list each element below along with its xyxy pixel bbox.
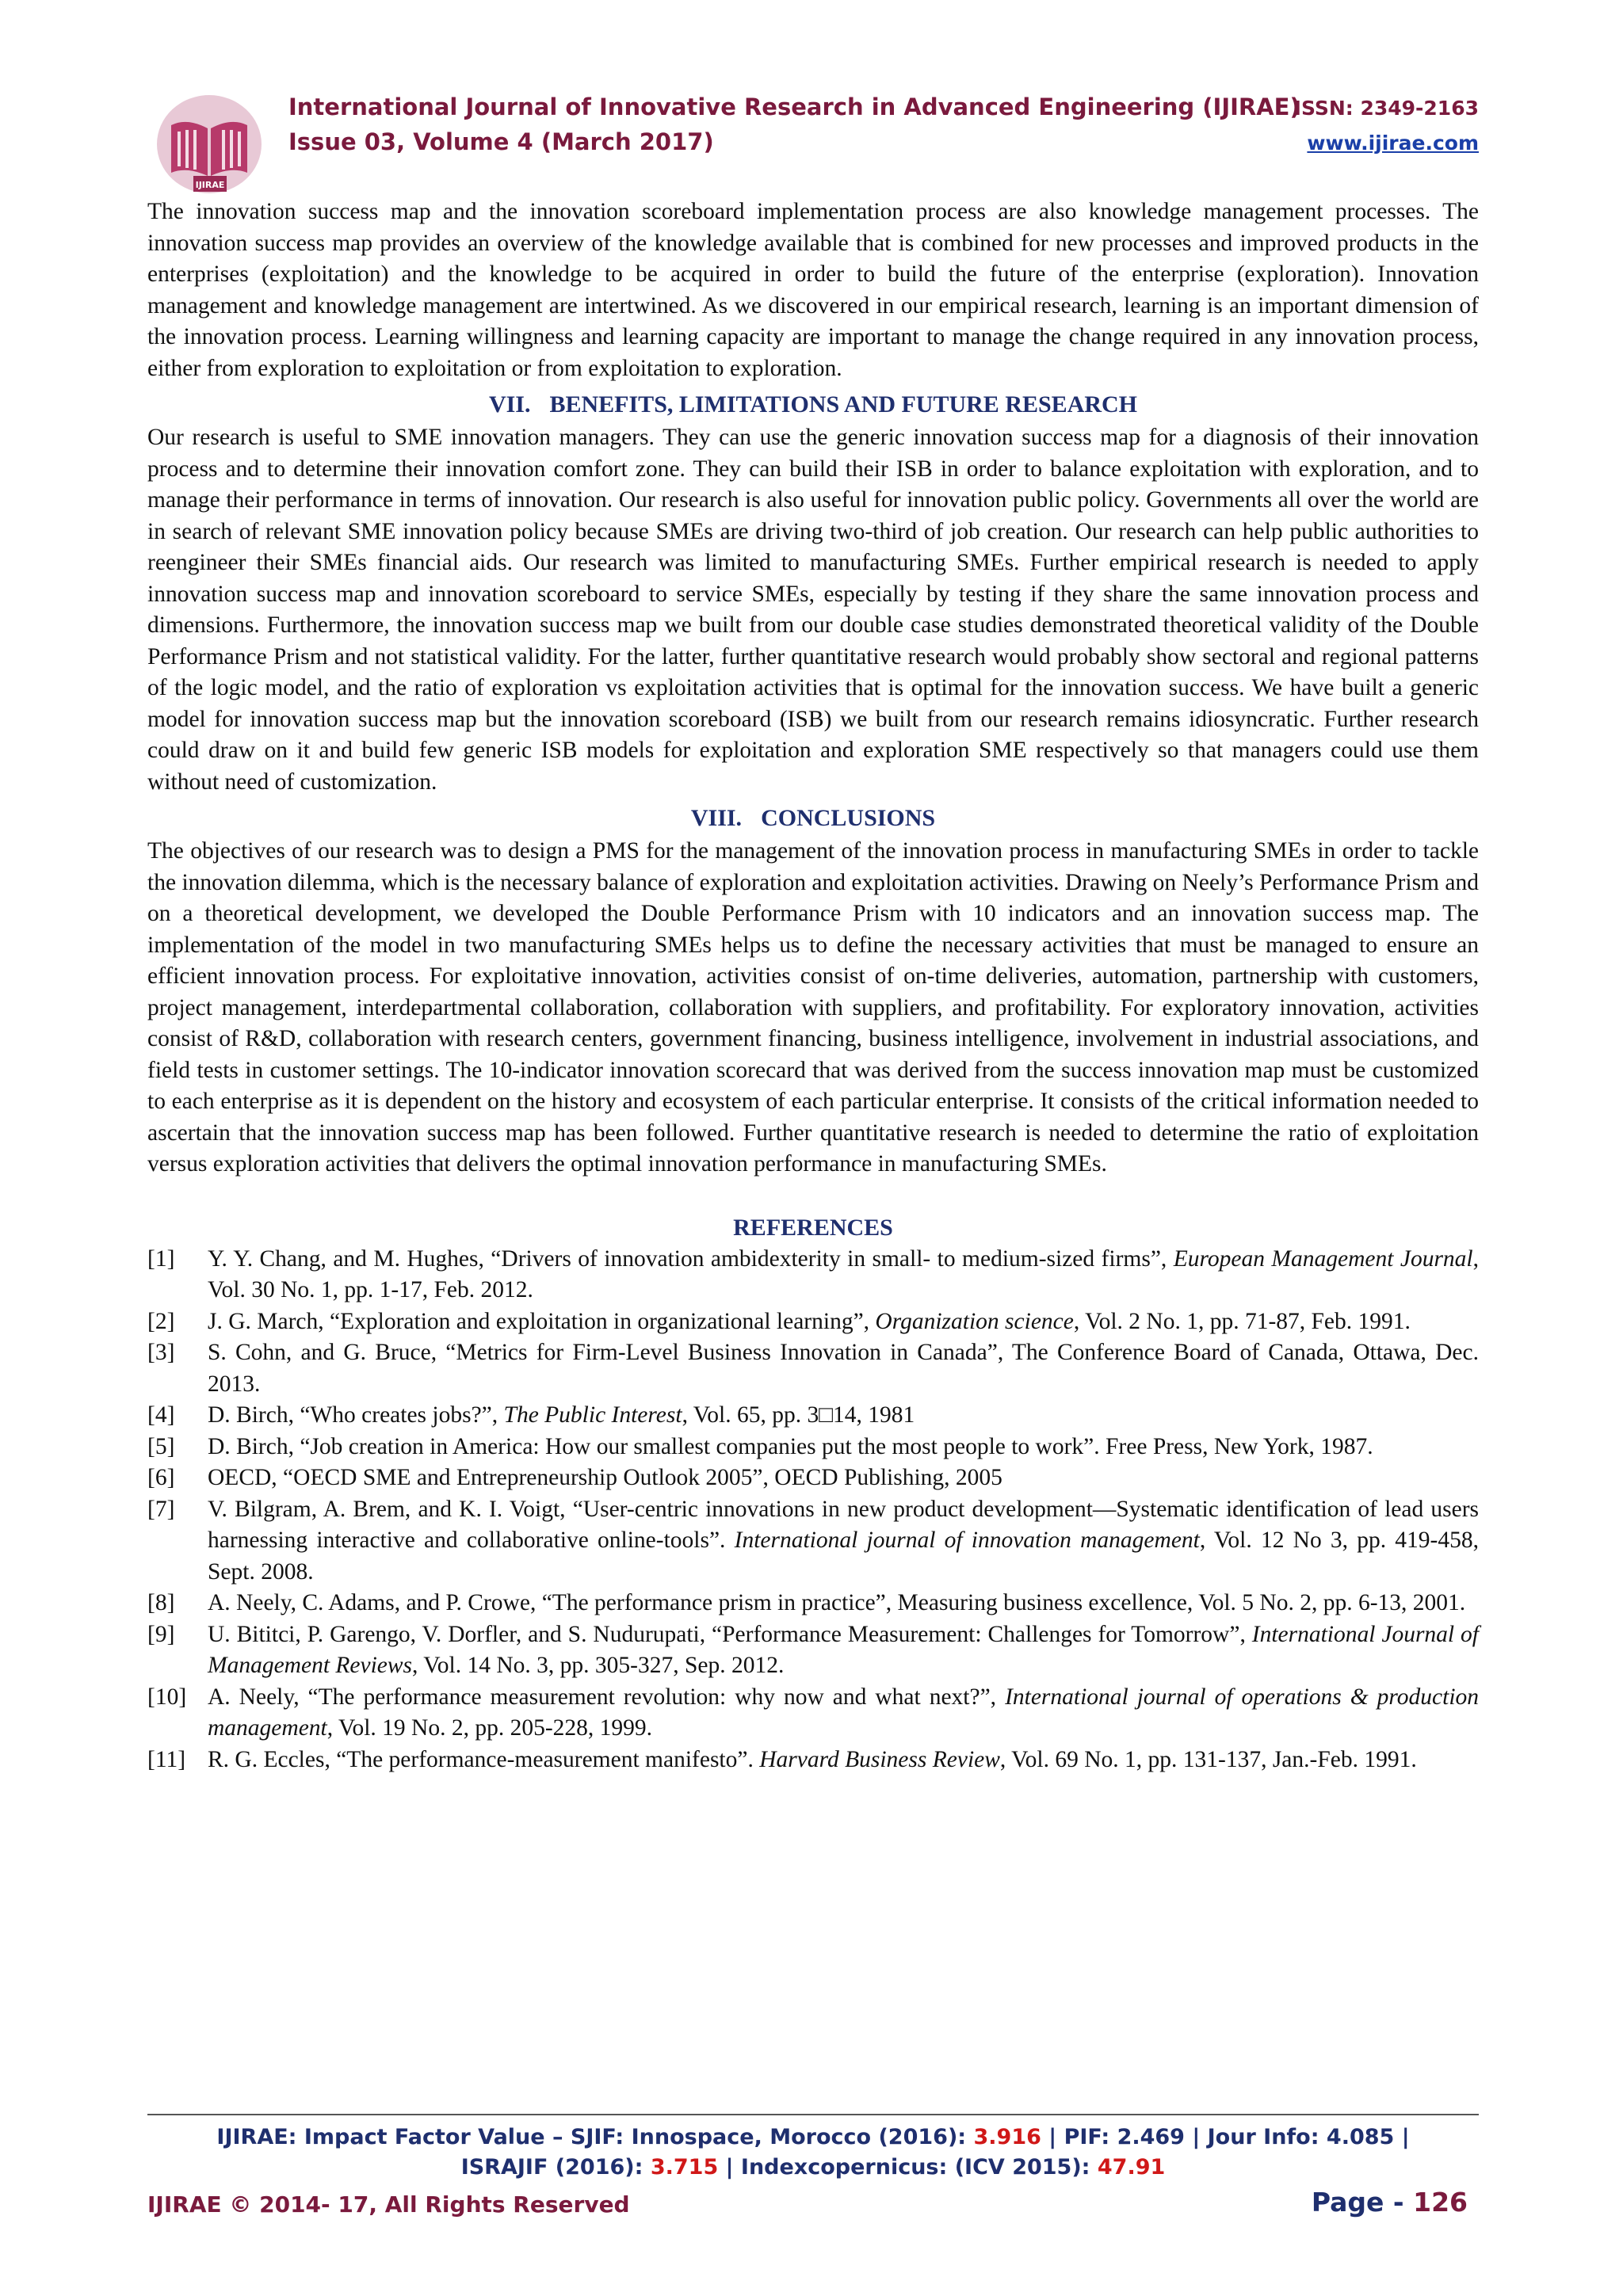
footer-text: ISRAJIF (2016): <box>460 2155 651 2180</box>
reference-source-title: Harvard Business Review <box>759 1746 1000 1772</box>
reference-text-part: D. Birch, “Who creates jobs?”, <box>208 1402 504 1428</box>
reference-text <box>208 1463 1479 1494</box>
reference-number: [9] <box>147 1621 175 1647</box>
reference-number: [11] <box>147 1746 186 1772</box>
reference-text-part: A. Neely, “The performance measurement revolution: why now and what next?”, <box>208 1684 1006 1710</box>
reference-number: [6] <box>147 1465 175 1490</box>
page-label: Page - <box>1311 2187 1414 2218</box>
reference-item <box>147 1588 1479 1619</box>
issn: ISSN: 2349-2163 <box>1293 97 1479 120</box>
reference-item <box>147 1463 1479 1494</box>
reference-text-part: D. Birch, “Job creation in America: How our smallest companies put the most people to work”. Free Press, New York, 1987. <box>208 1433 1373 1459</box>
references-heading: REFERENCES <box>733 1214 893 1241</box>
page-body <box>147 196 1479 1775</box>
reference-text <box>208 1306 1479 1338</box>
reference-number: [3] <box>147 1340 175 1365</box>
reference-number: [7] <box>147 1496 175 1522</box>
footer-text: IJIRAE: Impact Factor Value – SJIF: Innospace, Morocco (2016): <box>216 2125 974 2149</box>
reference-item <box>147 1432 1479 1463</box>
section-body-benefits: Our research is useful to SME innovation managers. They can use the generic innovation success map for a diagnosis of their innovation process and to determine their innovation comfort zone. They can build their ISB in order to balance exploitation with exploration, and to manage their performance in terms of innovation. Our research is also useful for innovation public policy. Governments all over the world are in search of relevant SME innovation policy because SMEs are driving two-third of job creation. Our research can help public authorities to reengineer their SMEs financial aids. Our research was limited to manufacturing SMEs. Further empirical research is needed to apply innovation success map and innovation scoreboard to service SMEs, especially by testing if they share the same innovation process and dimensions. Furthermore, the innovation success map we built from our double case studies demonstrated theoretical validity of the Double Performance Prism and not statistical validity. For the latter, further quantitative research would probably show sectoral and regional patterns of the logic model, and the ratio of exploration vs exploitation activities that is optimal for the innovation success. We have built a generic model for innovation success map but the innovation scoreboard (ISB) we built from our research remains idiosyncratic. Further research could draw on it and build few generic ISB models for exploitation and exploration SME respectively so that managers could use them without need of customization. <box>147 425 1479 795</box>
page-number-value: 126 <box>1413 2187 1468 2218</box>
reference-item <box>147 1682 1479 1745</box>
reference-text-part: U. Bititci, P. Garengo, V. Dorfler, and S. Nudurupati, “Performance Measurement: Challenges for Tomorrow”, <box>208 1621 1252 1647</box>
intro-paragraph: The innovation success map and the innovation scoreboard implementation process are also knowledge management processes. The innovation success map provides an overview of the knowledge available that is combined for new processes and improved products in the enterprises (exploitation) and the knowledge to be acquired in order to build the future of the enterprise (exploration). Innovation management and knowledge management are intertwined. As we discovered in our empirical research, learning is an important dimension of the innovation process. Learning willingness and learning capacity are important to manage the change required in any innovation process, either from exploration to exploitation or from exploitation to exploration. <box>147 199 1479 381</box>
reference-item <box>147 1306 1479 1338</box>
reference-text-part: A. Neely, C. Adams, and P. Crowe, “The performance prism in practice”, Measuring business excellence, Vol. 5 No. 2, pp. 6-13, 2001. <box>208 1590 1466 1615</box>
journal-title: International Journal of Innovative Research in Advanced Engineering (IJIRAE) <box>288 93 1300 120</box>
journal-issue: Issue 03, Volume 4 (March 2017) <box>288 128 714 155</box>
reference-item <box>147 1745 1479 1776</box>
svg-text:IJIRAE: IJIRAE <box>195 180 225 190</box>
reference-text-part: , Vol. 2 No. 1, pp. 71-87, Feb. 1991. <box>1073 1308 1411 1334</box>
reference-text <box>208 1745 1479 1776</box>
section-heading-conclusions <box>147 803 1479 834</box>
page-number <box>1312 2187 1468 2218</box>
reference-item <box>147 1400 1479 1432</box>
section-body-conclusions: The objectives of our research was to design a PMS for the management of the innovation process in manufacturing SMEs in order to tackle the innovation dilemma, which is the necessary balance of exploration and exploitation activities. Drawing on Neely’s Performance Prism and on a theoretical development, we developed the Double Performance Prism with 10 indicators and an innovation success map. The implementation of the model in two manufacturing SMEs helps us to define the necessary activities that must be managed to ensure an efficient innovation process. For exploitative innovation, activities consist of on-time deliveries, automation, partnership with customers, project management, interdepartmental collaboration, collaboration with suppliers, and profitability. For exploratory innovation, activities consist of R&D, collaboration with research centers, government financing, business intelligence, involvement in industrial associations, and field tests in customer settings. The 10-indicator innovation scorecard that was derived from the success innovation map must be customized to each enterprise as it is dependent on the history and ecosystem of each particular enterprise. It consists of the critical information needed to ascertain that the innovation success map has been followed. Further quantitative research is needed to determine the ratio of exploitation versus exploration activities that delivers the optimal innovation performance in manufacturing SMEs. <box>147 838 1479 1177</box>
reference-number: [2] <box>147 1308 175 1334</box>
section-number: VIII. <box>690 805 743 831</box>
reference-text <box>208 1400 1479 1432</box>
reference-number: [8] <box>147 1590 175 1615</box>
reference-text <box>208 1619 1479 1682</box>
footer-index-line <box>147 2155 1479 2180</box>
section-number: VII. <box>488 391 531 418</box>
reference-text-part: J. G. March, “Exploration and exploitation in organizational learning”, <box>208 1308 876 1334</box>
journal-website-link[interactable]: www.ijirae.com <box>1307 132 1479 154</box>
reference-text <box>208 1244 1479 1306</box>
reference-text <box>208 1432 1479 1463</box>
reference-source-title: Organization science <box>875 1308 1074 1334</box>
reference-list <box>147 1244 1479 1776</box>
reference-source-title: European Management Journal <box>1173 1245 1473 1272</box>
reference-number: [4] <box>147 1402 175 1428</box>
reference-text-part: , Vol. 12 No 3, pp. 419-458, Sept. 2008. <box>208 1527 1479 1585</box>
reference-text-part: OECD, “OECD SME and Entrepreneurship Outlook 2005”, OECD Publishing, 2005 <box>208 1465 1002 1490</box>
reference-number: [10] <box>147 1684 187 1710</box>
reference-item <box>147 1619 1479 1682</box>
reference-text-part: S. Cohn, and G. Bruce, “Metrics for Firm-Level Business Innovation in Canada”, The Conference Board of Canada, Ottawa, Dec. 2013. <box>208 1340 1479 1397</box>
reference-item <box>147 1337 1479 1400</box>
reference-number: [5] <box>147 1433 175 1459</box>
reference-item <box>147 1494 1479 1589</box>
reference-source-title: International Journal of Management Reviews <box>208 1621 1479 1678</box>
reference-source-title: International journal of operations & production management <box>208 1684 1480 1741</box>
section-title: BENEFITS, LIMITATIONS AND FUTURE RESEARCH <box>549 391 1138 418</box>
reference-text-part: R. G. Eccles, “The performance-measurement manifesto”. <box>208 1746 760 1772</box>
footer-impact-line <box>147 2125 1479 2149</box>
reference-number: [1] <box>147 1245 175 1272</box>
sjif-value: 3.916 <box>973 2125 1041 2149</box>
ijirae-logo-icon <box>147 93 282 196</box>
reference-text <box>208 1494 1479 1589</box>
footer-text: | Indexcopernicus: (ICV 2015): <box>718 2155 1098 2180</box>
footer-text: | PIF: 2.469 | Jour Info: 4.085 | <box>1041 2125 1410 2149</box>
reference-text-part: V. Bilgram, A. Brem, and K. I. Voigt, “User-centric innovations in new product development—Systematic identification of lead users harnessing interactive and collaborative online-tools”. <box>208 1496 1479 1553</box>
reference-text-part: , Vol. 14 No. 3, pp. 305-327, Sep. 2012. <box>412 1653 785 1678</box>
reference-item <box>147 1244 1479 1306</box>
reference-text <box>208 1588 1479 1619</box>
reference-source-title: The Public Interest <box>503 1402 682 1428</box>
reference-text <box>208 1682 1479 1745</box>
page-header <box>147 93 1479 196</box>
footer-divider <box>147 2114 1479 2115</box>
icv-value: 47.91 <box>1097 2155 1166 2180</box>
section-heading-benefits <box>147 389 1479 421</box>
reference-text <box>208 1337 1479 1400</box>
reference-source-title: International journal of innovation management <box>734 1527 1200 1553</box>
israjif-value: 3.715 <box>650 2155 719 2180</box>
reference-text-part: Y. Y. Chang, and M. Hughes, “Drivers of innovation ambidexterity in small- to medium-sized firms”, <box>208 1245 1174 1272</box>
copyright-notice: IJIRAE © 2014- 17, All Rights Reserved <box>147 2191 630 2218</box>
reference-text-part: , Vol. 65, pp. 3□14, 1981 <box>682 1402 915 1428</box>
reference-text-part: , Vol. 30 No. 1, pp. 1-17, Feb. 2012. <box>208 1245 1479 1302</box>
reference-text-part: , Vol. 19 No. 2, pp. 205-228, 1999. <box>327 1715 653 1741</box>
section-title: CONCLUSIONS <box>761 805 936 831</box>
reference-text-part: , Vol. 69 No. 1, pp. 131-137, Jan.-Feb. 1991. <box>999 1746 1417 1772</box>
